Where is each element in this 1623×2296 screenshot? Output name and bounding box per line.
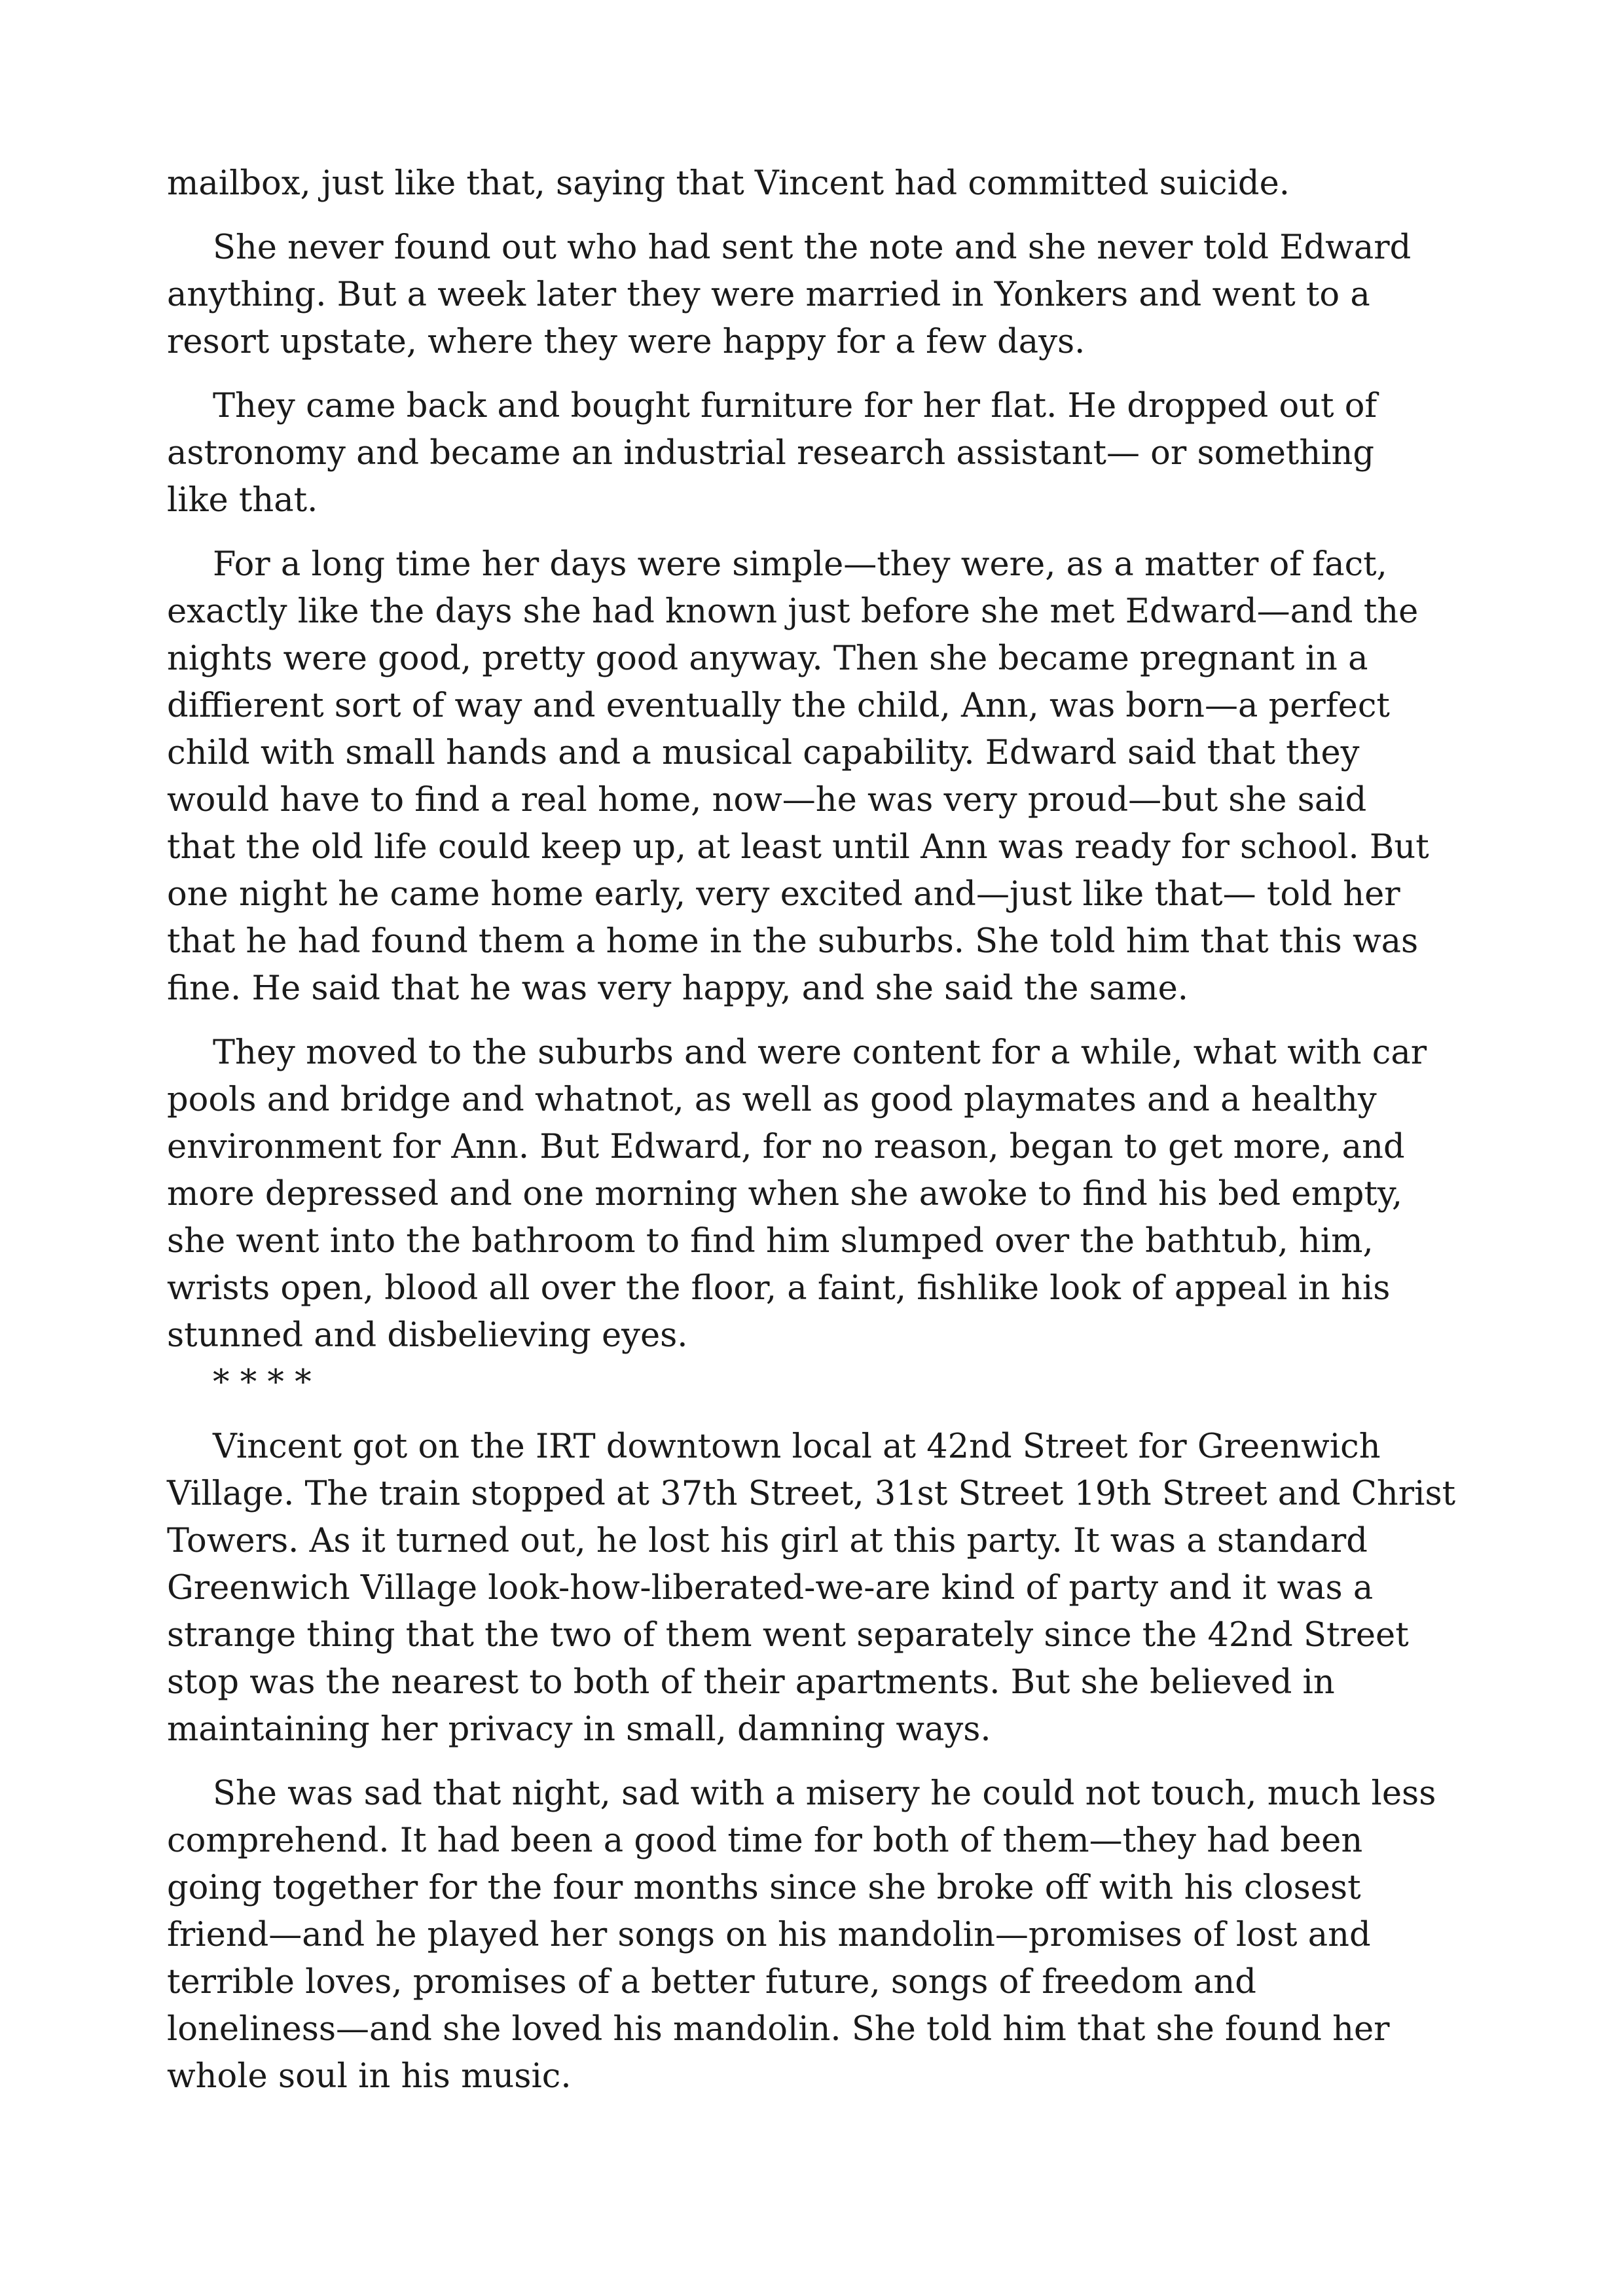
text-line: nights were good, pretty good anyway. Then she became pregnant in a bbox=[167, 639, 1368, 678]
text-line: whole soul in his music. bbox=[167, 2057, 572, 2096]
text-line: resort upstate, where they were happy for a few days. bbox=[167, 323, 1085, 361]
text-line: strange thing that the two of them went separately since the 42nd Street bbox=[167, 1616, 1409, 1655]
text-line: mailbox, just like that, saying that Vincent had committed suicide. bbox=[167, 164, 1290, 203]
text-line: stop was the nearest to both of their apartments. But she believed in bbox=[167, 1663, 1335, 1702]
text-line: astronomy and became an industrial research assistant— or something bbox=[167, 434, 1375, 473]
paragraph bbox=[167, 383, 1483, 524]
paragraph bbox=[167, 1030, 1483, 1359]
text-line: wrists open, blood all over the floor, a faint, fishlike look of appeal in his bbox=[167, 1269, 1391, 1308]
text-line: that he had found them a home in the suburbs. She told him that this was bbox=[167, 922, 1419, 961]
text-line: environment for Ann. But Edward, for no reason, began to get more, and bbox=[167, 1128, 1405, 1166]
text-line: They came back and bought furniture for her flat. He dropped out of bbox=[213, 387, 1377, 425]
paragraph bbox=[167, 541, 1483, 1013]
text-line: For a long time her days were simple—they were, as a matter of fact, bbox=[213, 545, 1387, 584]
paragraph bbox=[167, 1770, 1483, 2100]
paragraph bbox=[167, 1424, 1483, 1753]
text-line: She was sad that night, sad with a misery he could not touch, much less bbox=[213, 1774, 1436, 1813]
text-line: she went into the bathroom to find him slumped over the bathtub, him, bbox=[167, 1222, 1374, 1261]
text-line: comprehend. It had been a good time for both of them—they had been bbox=[167, 1821, 1363, 1860]
text-line: one night he came home early, very excited and—just like that— told her bbox=[167, 875, 1400, 914]
text-line: fine. He said that he was very happy, and she said the same. bbox=[167, 969, 1188, 1008]
text-line: Greenwich Village look-how-liberated-we-are kind of party and it was a bbox=[167, 1569, 1374, 1607]
text-line: Village. The train stopped at 37th Street, 31st Street 19th Street and Christ bbox=[167, 1475, 1456, 1513]
text-line: like that. bbox=[167, 481, 318, 520]
section-separator: * * * * bbox=[213, 1363, 312, 1402]
text-line: friend—and he played her songs on his mandolin—promises of lost and bbox=[167, 1916, 1371, 1954]
text-line: Towers. As it turned out, he lost his girl at this party. It was a standard bbox=[167, 1522, 1368, 1560]
text-line: diffierent sort of way and eventually the child, Ann, was born—a perfect bbox=[167, 687, 1390, 725]
text-line: She never found out who had sent the note and she never told Edward bbox=[213, 228, 1412, 267]
text-line: child with small hands and a musical capability. Edward said that they bbox=[167, 734, 1360, 772]
text-line: going together for the four months since she broke off with his closest bbox=[167, 1869, 1361, 1907]
text-line: terrible loves, promises of a better future, songs of freedom and bbox=[167, 1963, 1256, 2001]
text-line: more depressed and one morning when she awoke to find his bed empty, bbox=[167, 1175, 1403, 1213]
text-line: stunned and disbelieving eyes. bbox=[167, 1316, 688, 1355]
text-line: that the old life could keep up, at least until Ann was ready for school. But bbox=[167, 828, 1429, 867]
text-line: exactly like the days she had known just before she met Edward—and the bbox=[167, 592, 1419, 631]
text-line: loneliness—and she loved his mandolin. She told him that she found her bbox=[167, 2010, 1390, 2049]
paragraph bbox=[167, 224, 1483, 366]
text-line: They moved to the suburbs and were content for a while, what with car bbox=[213, 1033, 1427, 1072]
text-line: anything. But a week later they were married in Yonkers and went to a bbox=[167, 276, 1370, 314]
paragraph-continuation bbox=[167, 160, 1483, 207]
document-page bbox=[167, 160, 1483, 2100]
text-line: would have to find a real home, now—he was very proud—but she said bbox=[167, 781, 1367, 819]
text-line: pools and bridge and whatnot, as well as good playmates and a healthy bbox=[167, 1081, 1377, 1119]
text-line: Vincent got on the IRT downtown local at 42nd Street for Greenwich bbox=[213, 1427, 1381, 1466]
text-line: maintaining her privacy in small, damning ways. bbox=[167, 1710, 991, 1749]
